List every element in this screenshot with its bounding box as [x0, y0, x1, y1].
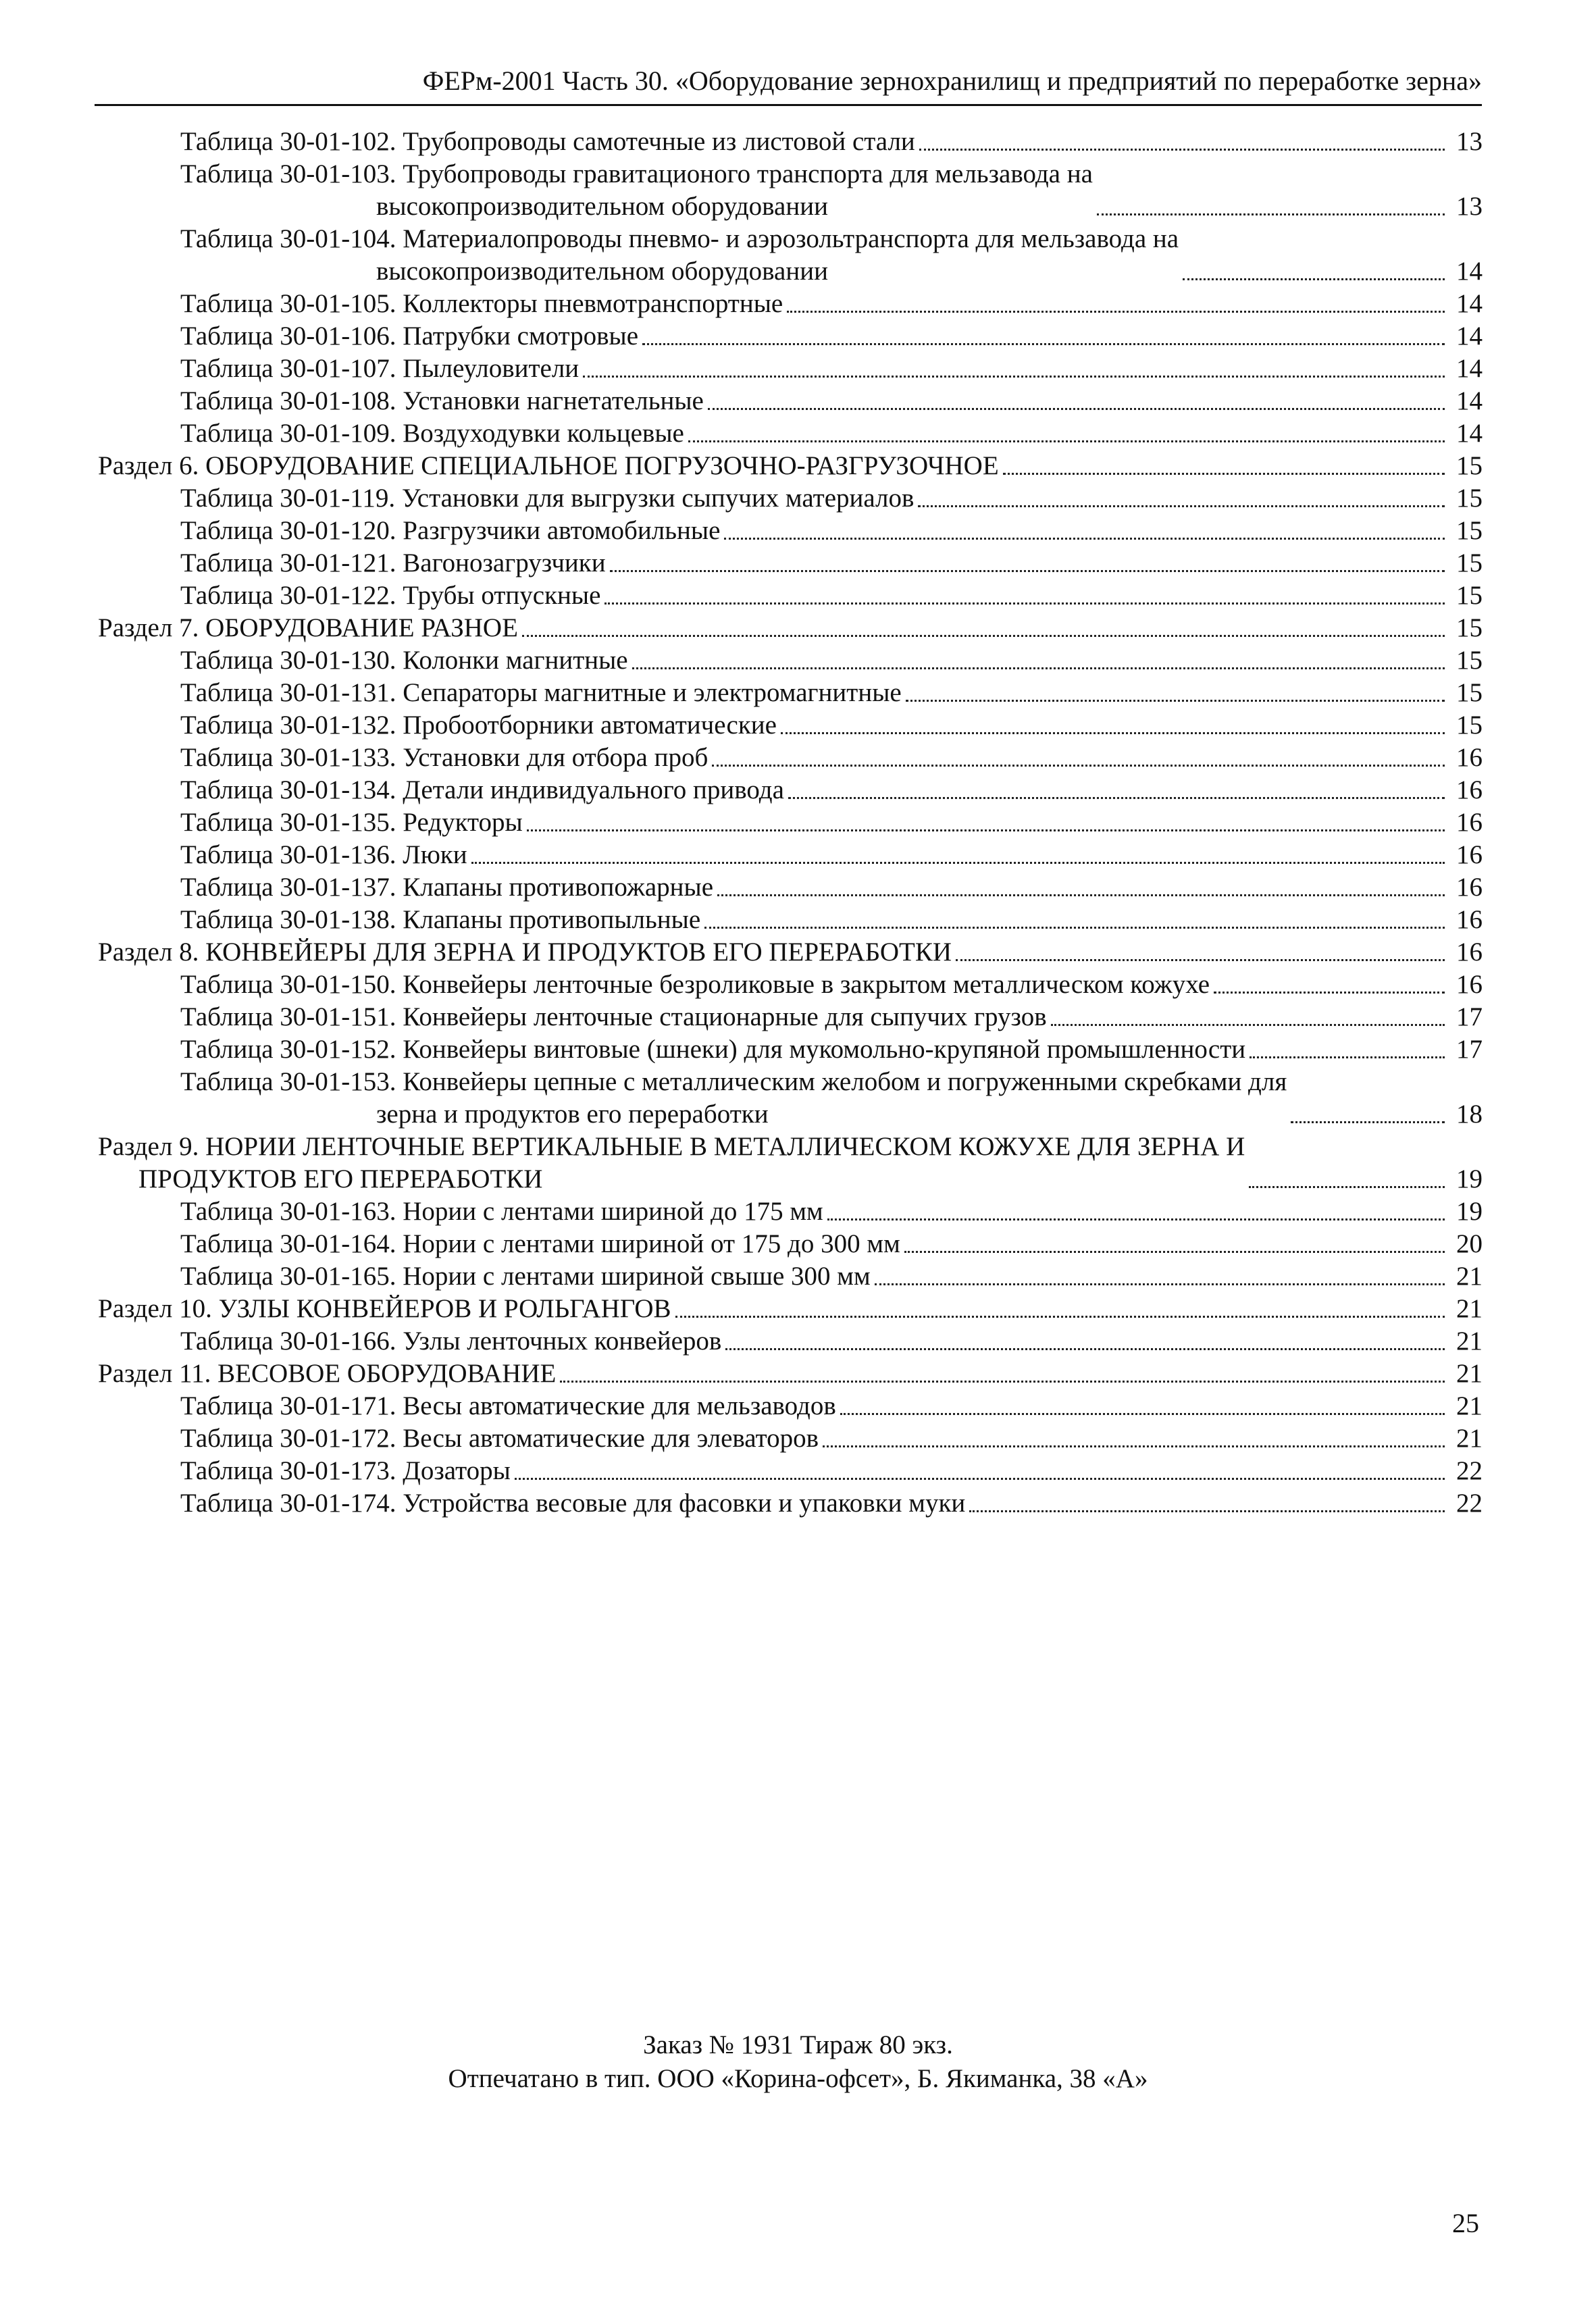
dot-leader: [712, 765, 1445, 767]
toc-page-number: 14: [1456, 257, 1483, 286]
toc-entry-title: [180, 482, 914, 515]
printer-line: Отпечатано в тип. ООО «Корина-офсет», Б. Якиманка, 38 «А»: [448, 2064, 1148, 2093]
page-number: 25: [1452, 2208, 1479, 2238]
toc-table-entry: [98, 1195, 1483, 1228]
toc-entry-title: [180, 385, 704, 417]
dot-leader: [583, 376, 1445, 378]
dot-leader: [787, 311, 1445, 313]
order-line: Заказ № 1931 Тираж 80 экз.: [643, 2030, 953, 2059]
toc-entry-line: Таблица 30-01-132. Пробоотборники автоматические: [180, 711, 777, 740]
toc-page-number: 16: [1456, 937, 1483, 967]
toc-table-entry: [98, 515, 1483, 547]
toc-table-entry: [98, 1455, 1483, 1487]
dot-leader: [1214, 992, 1445, 994]
toc-entry-line: Таблица 30-01-109. Воздуходувки кольцевые: [180, 419, 684, 448]
dot-leader: [840, 1413, 1445, 1415]
toc-table-entry: [98, 1033, 1483, 1066]
toc-section-entry: [98, 1293, 1483, 1325]
toc-page-number: 22: [1456, 1489, 1483, 1518]
toc-table-entry: [98, 774, 1483, 806]
dot-leader: [522, 635, 1445, 637]
toc-entry-continuation: высокопроизводительном оборудовании: [376, 192, 828, 221]
toc-page-number: 15: [1456, 581, 1483, 610]
toc-entry-title: [180, 580, 600, 612]
toc-page-number: 21: [1456, 1294, 1483, 1323]
toc-table-entry: [98, 417, 1483, 450]
toc-page-number: 18: [1456, 1100, 1483, 1129]
toc-table-entry: [98, 1487, 1483, 1520]
toc-section-entry: [98, 1131, 1483, 1195]
toc-page-number: 21: [1456, 1391, 1483, 1420]
toc-entry-line: Таблица 30-01-131. Сепараторы магнитные и электромагнитные: [180, 678, 902, 707]
toc-table-entry: [98, 288, 1483, 320]
toc-entry-title: [180, 353, 579, 385]
toc-entry-line: Таблица 30-01-119. Установки для выгрузки сыпучих материалов: [180, 484, 915, 513]
toc-page-number: 16: [1456, 873, 1483, 902]
toc-entry-title: [98, 612, 518, 644]
toc-entry-title: [180, 839, 467, 871]
toc-page-number: 16: [1456, 905, 1483, 934]
dot-leader: [632, 667, 1445, 669]
toc-entry-line: Таблица 30-01-102. Трубопроводы самотечные из листовой стали: [180, 127, 915, 156]
toc-page-number: 16: [1456, 808, 1483, 837]
toc-table-entry: [98, 1001, 1483, 1033]
dot-leader: [642, 343, 1445, 345]
toc-entry-line: Таблица 30-01-130. Колонки магнитные: [180, 646, 628, 675]
toc-table-entry: [98, 742, 1483, 774]
toc-entry-title: [180, 288, 783, 320]
toc-entry-line: Таблица 30-01-134. Детали индивидуального привода: [180, 775, 784, 804]
toc-entry-line: Раздел 10. УЗЛЫ КОНВЕЙЕРОВ И РОЛЬГАНГОВ: [98, 1294, 671, 1323]
toc-entry-line: Таблица 30-01-164. Нории с лентами шириной от 175 до 300 мм: [180, 1229, 900, 1258]
toc-page-number: 21: [1456, 1327, 1483, 1356]
dot-leader: [1003, 473, 1445, 475]
toc-table-entry: [98, 839, 1483, 871]
table-of-contents: [98, 126, 1483, 1520]
toc-entry-line: Таблица 30-01-138. Клапаны противопыльные: [180, 905, 701, 934]
toc-entry-title: [180, 871, 713, 904]
toc-page-number: 16: [1456, 840, 1483, 869]
toc-entry-line: Таблица 30-01-151. Конвейеры ленточные стационарные для сыпучих грузов: [180, 1002, 1047, 1031]
dot-leader: [875, 1283, 1445, 1285]
toc-section-entry: [98, 936, 1483, 969]
toc-entry-title: [180, 1390, 836, 1422]
toc-entry-line: Таблица 30-01-172. Весы автоматические для элеваторов: [180, 1424, 819, 1453]
dot-leader: [969, 1510, 1445, 1512]
toc-page-number: 15: [1456, 451, 1483, 480]
toc-entry-title: [98, 1358, 556, 1390]
toc-entry-title: [180, 969, 1210, 1001]
toc-entry-title: [98, 450, 999, 482]
toc-table-entry: [98, 1066, 1483, 1131]
dot-leader: [918, 505, 1445, 507]
toc-entry-line: Таблица 30-01-137. Клапаны противопожарные: [180, 873, 714, 902]
toc-entry-line: Раздел 11. ВЕСОВОЕ ОБОРУДОВАНИЕ: [98, 1359, 557, 1388]
toc-entry-line: Таблица 30-01-122. Трубы отпускные: [180, 581, 601, 610]
toc-entry-title: [180, 806, 523, 839]
toc-page-number: 15: [1456, 678, 1483, 707]
toc-table-entry: [98, 482, 1483, 515]
toc-entry-title: [98, 936, 952, 969]
toc-entry-title: [180, 1260, 871, 1293]
dot-leader: [704, 927, 1445, 929]
toc-page-number: 15: [1456, 613, 1483, 642]
toc-entry-line: Таблица 30-01-103. Трубопроводы гравитационого транспорта для мельзавода на: [180, 159, 1093, 188]
toc-page-number: 21: [1456, 1262, 1483, 1291]
toc-entry-line: Таблица 30-01-166. Узлы ленточных конвейеров: [180, 1327, 722, 1356]
toc-entry-line: Таблица 30-01-107. Пылеуловители: [180, 354, 580, 383]
toc-entry-line: Таблица 30-01-104. Материалопроводы пневмо- и аэрозольтранспорта для мельзавода на: [180, 224, 1179, 253]
toc-entry-line: Таблица 30-01-136. Люки: [180, 840, 467, 869]
toc-entry-title: [180, 223, 1179, 288]
toc-entry-line: Таблица 30-01-133. Установки для отбора проб: [180, 743, 709, 772]
toc-table-entry: [98, 1325, 1483, 1358]
toc-table-entry: [98, 126, 1483, 158]
dot-leader: [604, 602, 1445, 605]
toc-page-number: 19: [1456, 1197, 1483, 1226]
dot-leader: [471, 862, 1445, 864]
dot-leader: [1097, 213, 1445, 215]
toc-entry-title: [180, 417, 684, 450]
toc-entry-line: Раздел 7. ОБОРУДОВАНИЕ РАЗНОЕ: [98, 613, 518, 642]
dot-leader: [724, 538, 1445, 540]
toc-page-number: 15: [1456, 646, 1483, 675]
dot-leader: [823, 1445, 1445, 1447]
toc-table-entry: [98, 806, 1483, 839]
toc-entry-title: [98, 1293, 671, 1325]
toc-entry-title: [180, 1325, 721, 1358]
dot-leader: [527, 829, 1445, 831]
dot-leader: [717, 894, 1445, 896]
toc-table-entry: [98, 353, 1483, 385]
toc-entry-title: [180, 644, 628, 677]
toc-entry-line: Таблица 30-01-165. Нории с лентами шириной свыше 300 мм: [180, 1262, 871, 1291]
toc-entry-line: Раздел 8. КОНВЕЙЕРЫ ДЛЯ ЗЕРНА И ПРОДУКТОВ ЕГО ПЕРЕРАБОТКИ: [98, 937, 952, 967]
toc-page-number: 13: [1456, 192, 1483, 221]
toc-table-entry: [98, 871, 1483, 904]
toc-page-number: 21: [1456, 1424, 1483, 1453]
dot-leader: [788, 797, 1445, 799]
toc-table-entry: [98, 1422, 1483, 1455]
toc-entry-title: [180, 709, 777, 742]
header-divider: [95, 104, 1482, 106]
toc-page-number: 15: [1456, 516, 1483, 545]
toc-entry-line: Таблица 30-01-106. Патрубки смотровые: [180, 322, 639, 351]
toc-entry-title: [180, 515, 720, 547]
toc-table-entry: [98, 709, 1483, 742]
dot-leader: [1183, 278, 1445, 280]
toc-table-entry: [98, 580, 1483, 612]
toc-entry-line: Таблица 30-01-152. Конвейеры винтовые (шнеки) для мукомольно-крупяной промышленности: [180, 1035, 1246, 1064]
dot-leader: [906, 700, 1445, 702]
toc-table-entry: [98, 158, 1483, 223]
toc-page-number: 20: [1456, 1229, 1483, 1258]
toc-table-entry: [98, 969, 1483, 1001]
toc-entry-title: [180, 1487, 965, 1520]
toc-page-number: 15: [1456, 484, 1483, 513]
dot-leader: [1249, 1186, 1445, 1188]
toc-entry-line: Таблица 30-01-105. Коллекторы пневмотранспортные: [180, 289, 783, 318]
toc-entry-line: Таблица 30-01-171. Весы автоматические для мельзаводов: [180, 1391, 836, 1420]
dot-leader: [725, 1348, 1445, 1350]
toc-table-entry: [98, 385, 1483, 417]
toc-page-number: 14: [1456, 354, 1483, 383]
toc-entry-title: [180, 126, 915, 158]
toc-table-entry: [98, 547, 1483, 580]
toc-table-entry: [98, 644, 1483, 677]
toc-entry-line: Таблица 30-01-135. Редукторы: [180, 808, 523, 837]
toc-page-number: 15: [1456, 711, 1483, 740]
toc-entry-line: Таблица 30-01-121. Вагонозагрузчики: [180, 548, 606, 577]
toc-table-entry: [98, 1260, 1483, 1293]
toc-entry-title: [180, 320, 638, 353]
toc-page-number: 15: [1456, 548, 1483, 577]
toc-section-entry: [98, 612, 1483, 644]
toc-entry-line: Таблица 30-01-163. Нории с лентами шириной до 175 мм: [180, 1197, 823, 1226]
toc-page-number: 22: [1456, 1456, 1483, 1485]
dot-leader: [708, 408, 1445, 410]
toc-entry-continuation: зерна и продуктов его переработки: [376, 1100, 769, 1129]
running-header: ФЕРм-2001 Часть 30. «Оборудование зернохранилищ и предприятий по переработке зерна»: [422, 66, 1482, 96]
toc-page-number: 17: [1456, 1035, 1483, 1064]
toc-entry-line: Таблица 30-01-150. Конвейеры ленточные безроликовые в закрытом металлическом кожухе: [180, 970, 1210, 999]
toc-entry-line: Таблица 30-01-174. Устройства весовые для фасовки и упаковки муки: [180, 1489, 966, 1518]
toc-entry-title: [180, 158, 1093, 223]
toc-page-number: 16: [1456, 970, 1483, 999]
toc-entry-continuation: высокопроизводительном оборудовании: [376, 257, 828, 286]
toc-page-number: 14: [1456, 289, 1483, 318]
dot-leader: [781, 732, 1445, 734]
toc-table-entry: [98, 1228, 1483, 1260]
imprint: [0, 2028, 1596, 2096]
dot-leader: [688, 440, 1445, 442]
toc-entry-line: Таблица 30-01-120. Разгрузчики автомобильные: [180, 516, 721, 545]
toc-entry-line: Раздел 6. ОБОРУДОВАНИЕ СПЕЦИАЛЬНОЕ ПОГРУЗОЧНО-РАЗГРУЗОЧНОЕ: [98, 451, 999, 480]
toc-table-entry: [98, 1390, 1483, 1422]
dot-leader: [610, 570, 1445, 572]
dot-leader: [1250, 1056, 1445, 1058]
toc-entry-title: [180, 1033, 1245, 1066]
dot-leader: [919, 149, 1445, 151]
toc-table-entry: [98, 223, 1483, 288]
toc-entry-title: [180, 677, 902, 709]
toc-page-number: 16: [1456, 743, 1483, 772]
dot-leader: [515, 1478, 1445, 1480]
toc-entry-title: [180, 774, 784, 806]
dot-leader: [827, 1218, 1445, 1220]
dot-leader: [560, 1381, 1445, 1383]
toc-page-number: 17: [1456, 1002, 1483, 1031]
toc-page-number: 13: [1456, 127, 1483, 156]
toc-entry-title: [180, 742, 708, 774]
toc-entry-title: [180, 1228, 900, 1260]
toc-entry-line: Таблица 30-01-108. Установки нагнетательные: [180, 386, 704, 415]
dot-leader: [904, 1251, 1445, 1253]
toc-section-entry: [98, 450, 1483, 482]
toc-entry-line: Таблица 30-01-173. Дозаторы: [180, 1456, 511, 1485]
dot-leader: [675, 1316, 1445, 1318]
toc-entry-line: Раздел 9. НОРИИ ЛЕНТОЧНЫЕ ВЕРТИКАЛЬНЫЕ В МЕТАЛЛИЧЕСКОМ КОЖУХЕ ДЛЯ ЗЕРНА И: [98, 1132, 1245, 1161]
toc-page-number: 14: [1456, 322, 1483, 351]
toc-table-entry: [98, 904, 1483, 936]
toc-page-number: 14: [1456, 386, 1483, 415]
toc-entry-continuation: ПРОДУКТОВ ЕГО ПЕРЕРАБОТКИ: [138, 1164, 543, 1193]
toc-entry-title: [180, 1422, 819, 1455]
toc-page-number: 14: [1456, 419, 1483, 448]
toc-entry-title: [180, 1455, 511, 1487]
toc-entry-title: [180, 1001, 1047, 1033]
toc-entry-title: [180, 547, 606, 580]
toc-page-number: 16: [1456, 775, 1483, 804]
toc-table-entry: [98, 320, 1483, 353]
toc-section-entry: [98, 1358, 1483, 1390]
toc-table-entry: [98, 677, 1483, 709]
dot-leader: [1291, 1121, 1445, 1123]
toc-entry-title: [180, 1066, 1287, 1131]
toc-entry-line: Таблица 30-01-153. Конвейеры цепные с металлическим желобом и погруженными скребками для: [180, 1067, 1287, 1096]
dot-leader: [956, 959, 1445, 961]
toc-entry-title: [98, 1131, 1245, 1195]
dot-leader: [1051, 1024, 1445, 1026]
toc-page-number: 21: [1456, 1359, 1483, 1388]
toc-page-number: 19: [1456, 1164, 1483, 1193]
toc-entry-title: [180, 904, 700, 936]
toc-entry-title: [180, 1195, 823, 1228]
